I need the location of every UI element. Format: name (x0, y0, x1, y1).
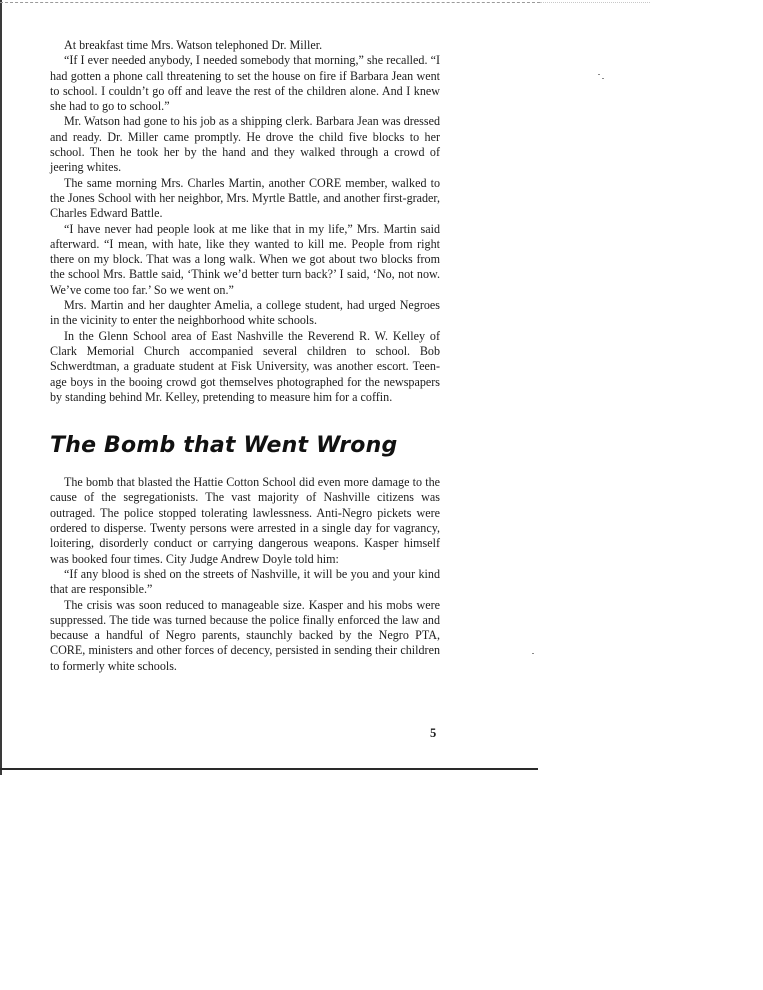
page-number: 5 (430, 726, 437, 740)
paragraph: At breakfast time Mrs. Watson telephoned Dr. Miller. (64, 38, 323, 52)
scan-speck (532, 653, 534, 654)
paragraph: The same morning Mrs. Charles Martin, another CORE member, walked to the Jones School with her neighbor, Mrs. Myrtle Battle, and another first-grader, Charles Edward Battle. (50, 175, 440, 221)
scan-top-rule-faint (540, 2, 650, 3)
scan-speck (598, 74, 600, 75)
scan-bottom-rule (0, 768, 538, 770)
scan-edge-left (0, 0, 2, 775)
paragraph: Mr. Watson had gone to his job as a shipping clerk. Barbara Jean was dressed and ready. Dr. Miller came promptly. He drove the child five blocks to her school. Then he took her by the hand and they walked through a crowd of jeering whites. (50, 114, 440, 175)
text-column (50, 38, 440, 674)
paragraph: The bomb that blasted the Hattie Cotton School did even more damage to the cause of the segregationists. The vast majority of Nashville citizens was outraged. The police stopped tolerating lawlessness. Anti-Negro pickets were ordered to disperse. Twenty persons were arrested in a single day for vagrancy, loitering, disorderly conduct or carrying dangerous weapons. Kasper himself was booked four times. City Judge Andrew Doyle told him: (50, 475, 440, 566)
paragraph: Mrs. Martin and her daughter Amelia, a college student, had urged Negroes in the vicinity to enter the neighborhood white schools. (50, 298, 440, 328)
paragraph: “I have never had people look at me like that in my life,” Mrs. Martin said afterward. “I mean, with hate, like they wanted to kill me. People from right there on my block. That was a long walk. When we got about two blocks from the school Mrs. Battle said, ‘Think we’d better turn back?’ I said, ‘No, not now. We’ve come too far.’ So we went on.” (50, 221, 440, 297)
paragraph: The crisis was soon reduced to manageable size. Kasper and his mobs were suppressed. The tide was turned because the police finally enforced the law and because a handful of Negro parents, staunchly backed by the Negro PTA, CORE, ministers and other forces of decency, persisted in sending their children to formerly white schools. (50, 597, 440, 673)
paragraph: “If any blood is shed on the streets of Nashville, it will be you and your kind that are responsible.” (50, 566, 440, 597)
scan-speck (602, 78, 604, 79)
paragraph: In the Glenn School area of East Nashville the Reverend R. W. Kelley of Clark Memorial Church accompanied several children to school. Bob Schwerdtman, a graduate student at Fisk University, was another escort. Teen-age boys in the booing crowd got themselves photographed for the newspapers by standing behind Mr. Kelley, pretending to measure him for a coffin. (50, 328, 440, 404)
paragraph: “If I ever needed anybody, I needed somebody that morning,” she recalled. “I had gotten a phone call threatening to set the house on fire if Barbara Jean went to school. I couldn’t go off and leave the rest of the children alone. And I knew she had to go to school.” (50, 53, 440, 114)
scan-top-rule (0, 2, 540, 3)
section-heading: The Bomb that Went Wrong (50, 433, 398, 459)
